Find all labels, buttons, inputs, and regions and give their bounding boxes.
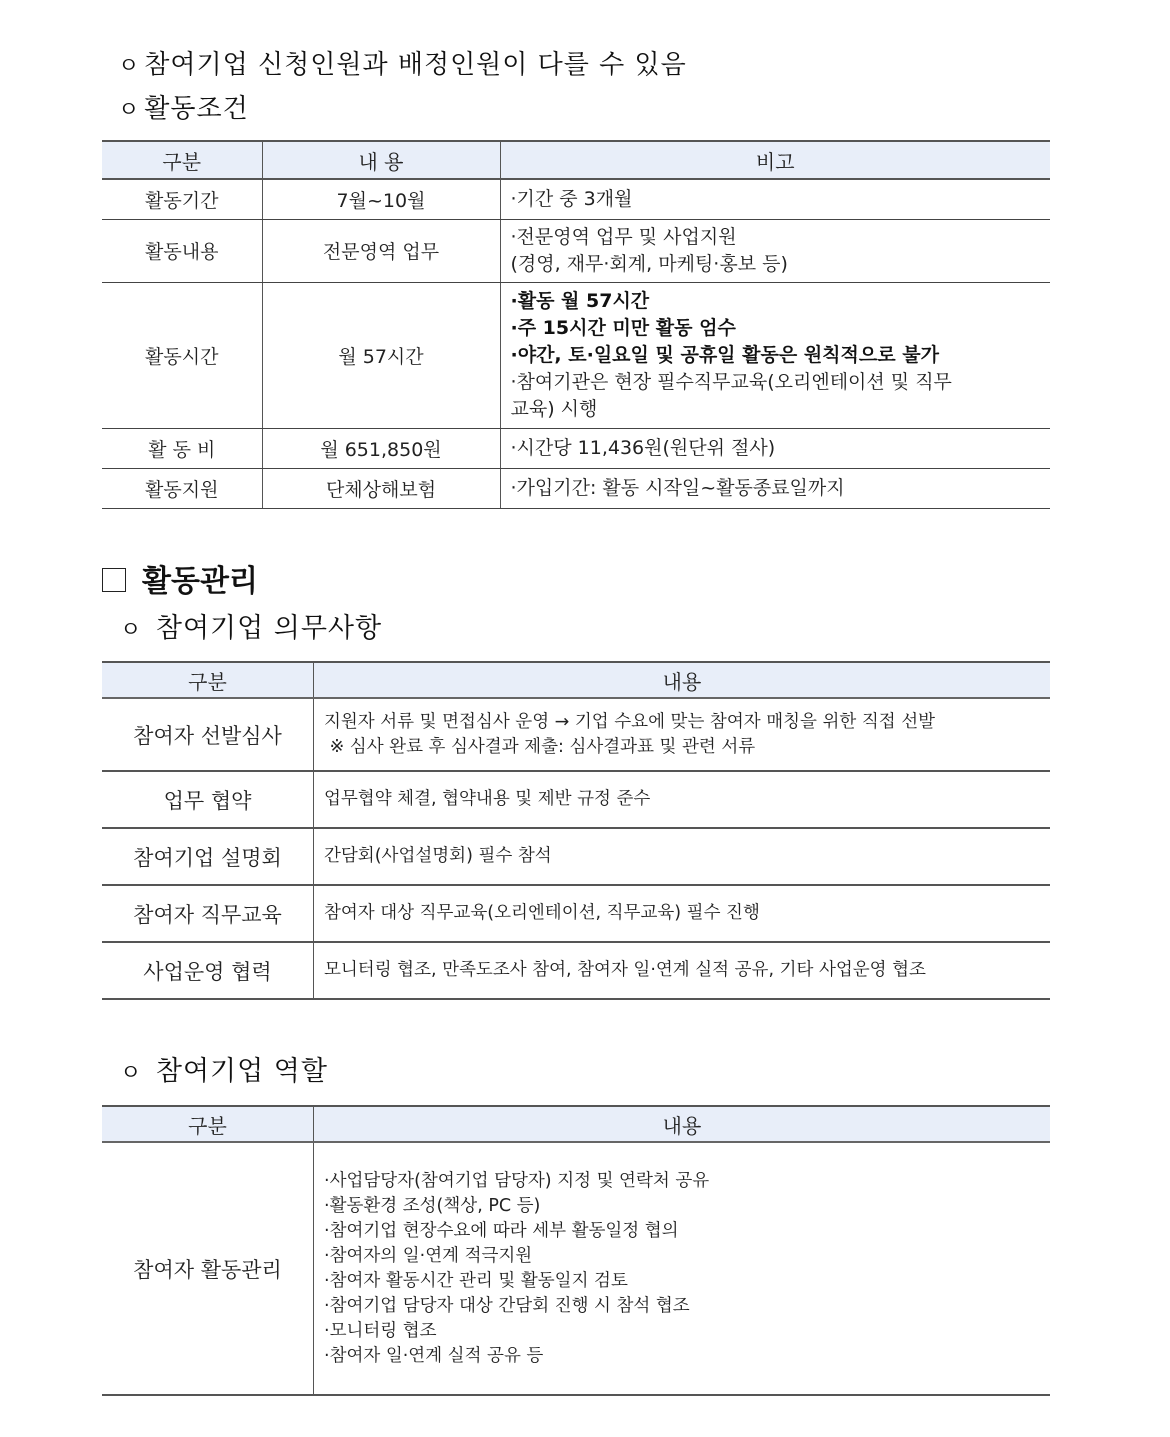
circle-bullet-icon: ㅇ bbox=[118, 98, 141, 123]
circle-bullet-icon: ㅇ bbox=[120, 618, 143, 643]
column-header: 비고 bbox=[500, 141, 1050, 179]
content-cell: 단체상해보험 bbox=[262, 468, 500, 508]
content-cell: 월 651,850원 bbox=[262, 428, 500, 468]
column-header: 내용 bbox=[314, 662, 1051, 698]
list-item: ·참여기업 현장수요에 따라 세부 활동일정 협의 bbox=[324, 1220, 679, 1241]
empty-square-icon bbox=[102, 568, 126, 592]
obligations-table bbox=[102, 661, 1050, 1000]
category-cell: 활동시간 bbox=[102, 282, 262, 428]
notes-cell: ·가입기간: 활동 시작일~활동종료일까지 bbox=[500, 468, 1050, 508]
table-row bbox=[102, 179, 1050, 219]
column-header: 구분 bbox=[102, 662, 314, 698]
category-cell: 활동지원 bbox=[102, 468, 262, 508]
list-item: ·참여자 일·연계 실적 공유 등 bbox=[324, 1345, 544, 1366]
category-cell: 참여자 직무교육 bbox=[102, 885, 314, 942]
obligations-heading: ㅇ 참여기업 의무사항 bbox=[120, 613, 383, 644]
table-row bbox=[102, 428, 1050, 468]
table-header-row bbox=[102, 141, 1050, 179]
content-cell: 참여자 대상 직무교육(오리엔테이션, 직무교육) 필수 진행 bbox=[314, 885, 1051, 942]
content-cell: 간담회(사업설명회) 필수 참석 bbox=[314, 828, 1051, 885]
table-row bbox=[102, 219, 1050, 282]
circle-bullet-icon: ㅇ bbox=[120, 1061, 143, 1086]
table-row bbox=[102, 828, 1050, 885]
roles-heading: ㅇ 참여기업 역할 bbox=[120, 1056, 328, 1087]
notes-cell: ·시간당 11,436원(원단위 절사) bbox=[500, 428, 1050, 468]
intro-line-1: ㅇ 참여기업 신청인원과 배정인원이 다를 수 있음 bbox=[118, 50, 687, 80]
conditions-table bbox=[102, 140, 1050, 509]
intro-line-2: ㅇ 활동조건 bbox=[118, 94, 249, 124]
column-header: 내용 bbox=[314, 1106, 1051, 1142]
table-header-row bbox=[102, 662, 1050, 698]
category-cell: 참여자 선발심사 bbox=[102, 698, 314, 771]
category-cell: 참여자 활동관리 bbox=[102, 1142, 314, 1395]
content-cell: 월 57시간 bbox=[262, 282, 500, 428]
table-row bbox=[102, 468, 1050, 508]
content-cell: 전문영역 업무 bbox=[262, 219, 500, 282]
notes-cell: ·기간 중 3개월 bbox=[500, 179, 1050, 219]
notes-cell: ·활동 월 57시간 ·주 15시간 미만 활동 엄수 ·야간, 토·일요일 및 공휴일 활동은 원칙적으로 불가 ·참여기관은 현장 필수직무교육(오리엔테이션 및 직무 교육) 시행 bbox=[500, 282, 1050, 428]
list-item: ·모니터링 협조 bbox=[324, 1320, 437, 1341]
table-row bbox=[102, 771, 1050, 828]
table-row bbox=[102, 942, 1050, 999]
notes-cell: ·전문영역 업무 및 사업지원 (경영, 재무·회계, 마케팅·홍보 등) bbox=[500, 219, 1050, 282]
table-header-row bbox=[102, 1106, 1050, 1142]
category-cell: 활동기간 bbox=[102, 179, 262, 219]
circle-bullet-icon: ㅇ bbox=[118, 54, 141, 79]
category-cell: 사업운영 협력 bbox=[102, 942, 314, 999]
table-row bbox=[102, 1142, 1050, 1395]
list-item: ·참여자 활동시간 관리 및 활동일지 검토 bbox=[324, 1270, 628, 1291]
content-cell: 7월~10월 bbox=[262, 179, 500, 219]
category-cell: 업무 협약 bbox=[102, 771, 314, 828]
column-header: 내 용 bbox=[262, 141, 500, 179]
column-header: 구분 bbox=[102, 141, 262, 179]
list-item: ·참여기업 담당자 대상 간담회 진행 시 참석 협조 bbox=[324, 1295, 690, 1316]
category-cell: 활 동 비 bbox=[102, 428, 262, 468]
list-item: ·참여자의 일·연계 적극지원 bbox=[324, 1245, 533, 1266]
content-cell: 지원자 서류 및 면접심사 운영 → 기업 수요에 맞는 참여자 매칭을 위한 직접 선발 ※ 심사 완료 후 심사결과 제출: 심사결과표 및 관련 서류 bbox=[314, 698, 1051, 771]
list-item: ·사업담당자(참여기업 담당자) 지정 및 연락처 공유 bbox=[324, 1170, 710, 1191]
list-item: ·활동환경 조성(책상, PC 등) bbox=[324, 1195, 541, 1216]
content-cell bbox=[314, 1142, 1051, 1395]
section-heading: 활동관리 bbox=[102, 556, 258, 600]
table-row bbox=[102, 282, 1050, 428]
category-cell: 활동내용 bbox=[102, 219, 262, 282]
category-cell: 참여기업 설명회 bbox=[102, 828, 314, 885]
content-cell: 모니터링 협조, 만족도조사 참여, 참여자 일·연계 실적 공유, 기타 사업운영 협조 bbox=[314, 942, 1051, 999]
content-cell: 업무협약 체결, 협약내용 및 제반 규정 준수 bbox=[314, 771, 1051, 828]
table-row bbox=[102, 885, 1050, 942]
column-header: 구분 bbox=[102, 1106, 314, 1142]
roles-table bbox=[102, 1105, 1050, 1396]
table-row bbox=[102, 698, 1050, 771]
